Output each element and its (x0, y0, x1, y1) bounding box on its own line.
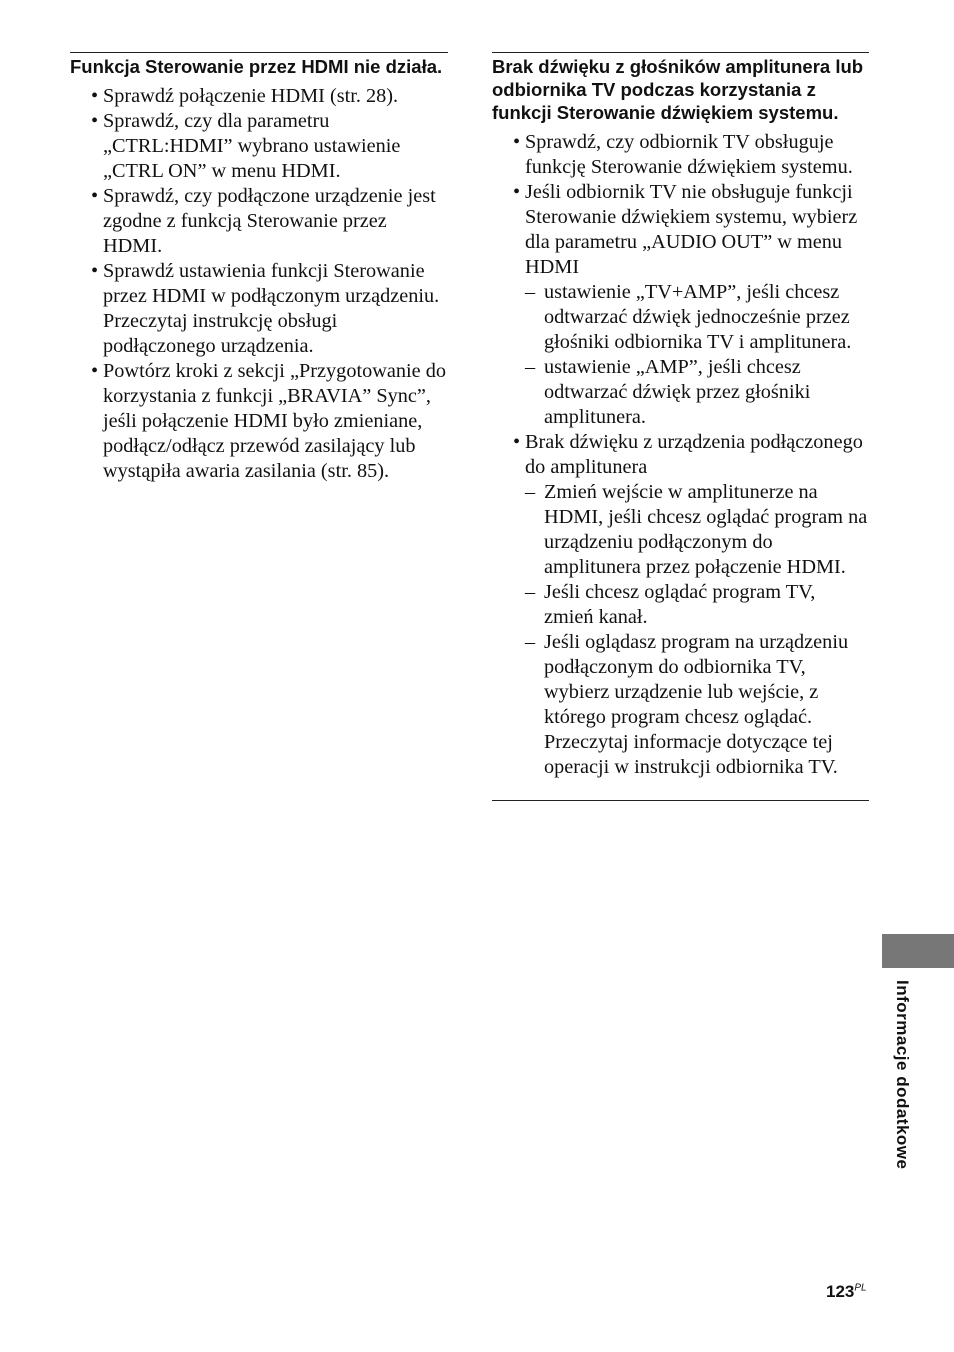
section-heading: Funkcja Sterowanie przez HDMI nie działa. (70, 56, 443, 77)
bullet-list (70, 84, 448, 484)
section-tab-label: Informacje dodatkowe (893, 980, 912, 1170)
bullet-item: • Sprawdź, czy dla parametru „CTRL:HDMI” wybrano ustawienie „CTRL ON” w menu HDMI. (70, 109, 448, 184)
page-number-value: 123 (826, 1282, 855, 1301)
bullet-item: • Sprawdź połączenie HDMI (str. 28). (70, 84, 448, 109)
section-heading: Brak dźwięku z głośników amplitunera lub odbiornika TV podczas korzystania z funkcji Sterowanie dźwiękiem systemu. (492, 56, 864, 123)
bullet-item: • Powtórz kroki z sekcji „Przygotowanie do korzystania z funkcji „BRAVIA” Sync”, jeśli połączenie HDMI było zmieniane, podłącz/odłącz przewód zasilający lub wystąpiła awaria zasilania (str. 85). (70, 359, 448, 484)
section-end-divider (492, 800, 869, 801)
dash-item: – ustawienie „AMP”, jeśli chcesz odtwarzać dźwięk przez głośniki amplitunera. (525, 355, 869, 430)
dash-item: – Jeśli oglądasz program na urządzeniu podłączonym do odbiornika TV, wybierz urządzenie lub wejście, z którego program chcesz oglądać. Przeczytaj informacje dotyczące tej operacji w instrukcji odbiornika TV. (525, 630, 869, 780)
dash-item: – Zmień wejście w amplitunerze na HDMI, jeśli chcesz oglądać program na urządzeniu podłączonym do amplitunera przez połączenie HDMI. (525, 480, 869, 580)
left-column (70, 52, 448, 484)
dash-list (525, 280, 869, 430)
bullet-item (492, 180, 869, 430)
section-tab-marker (882, 934, 954, 968)
dash-item: – ustawienie „TV+AMP”, jeśli chcesz odtwarzać dźwięk jednocześnie przez głośniki odbiornika TV i amplitunera. (525, 280, 869, 355)
dash-item: – Jeśli chcesz oglądać program TV, zmień kanał. (525, 580, 869, 630)
bullet-text: Brak dźwięku z urządzenia podłączonego do amplitunera (525, 431, 863, 478)
bullet-item (492, 430, 869, 780)
bullet-item: • Sprawdź ustawienia funkcji Sterowanie przez HDMI w podłączonym urządzeniu. Przeczytaj instrukcję obsługi podłączonego urządzenia. (70, 259, 448, 359)
page-number (826, 1282, 867, 1302)
bullet-item: • Sprawdź, czy odbiornik TV obsługuje funkcję Sterowanie dźwiękiem systemu. (492, 130, 869, 180)
bullet-item: • Sprawdź, czy podłączone urządzenie jest zgodne z funkcją Sterowanie przez HDMI. (70, 184, 448, 259)
bullet-list (492, 130, 869, 780)
bullet-text: Jeśli odbiornik TV nie obsługuje funkcji Sterowanie dźwiękiem systemu, wybierz dla parametru „AUDIO OUT” w menu HDMI (525, 181, 858, 278)
page-language-suffix: PL (854, 1282, 867, 1294)
dash-list (525, 480, 869, 780)
section-divider (70, 52, 448, 53)
right-column (492, 52, 869, 801)
section-divider (492, 52, 869, 53)
